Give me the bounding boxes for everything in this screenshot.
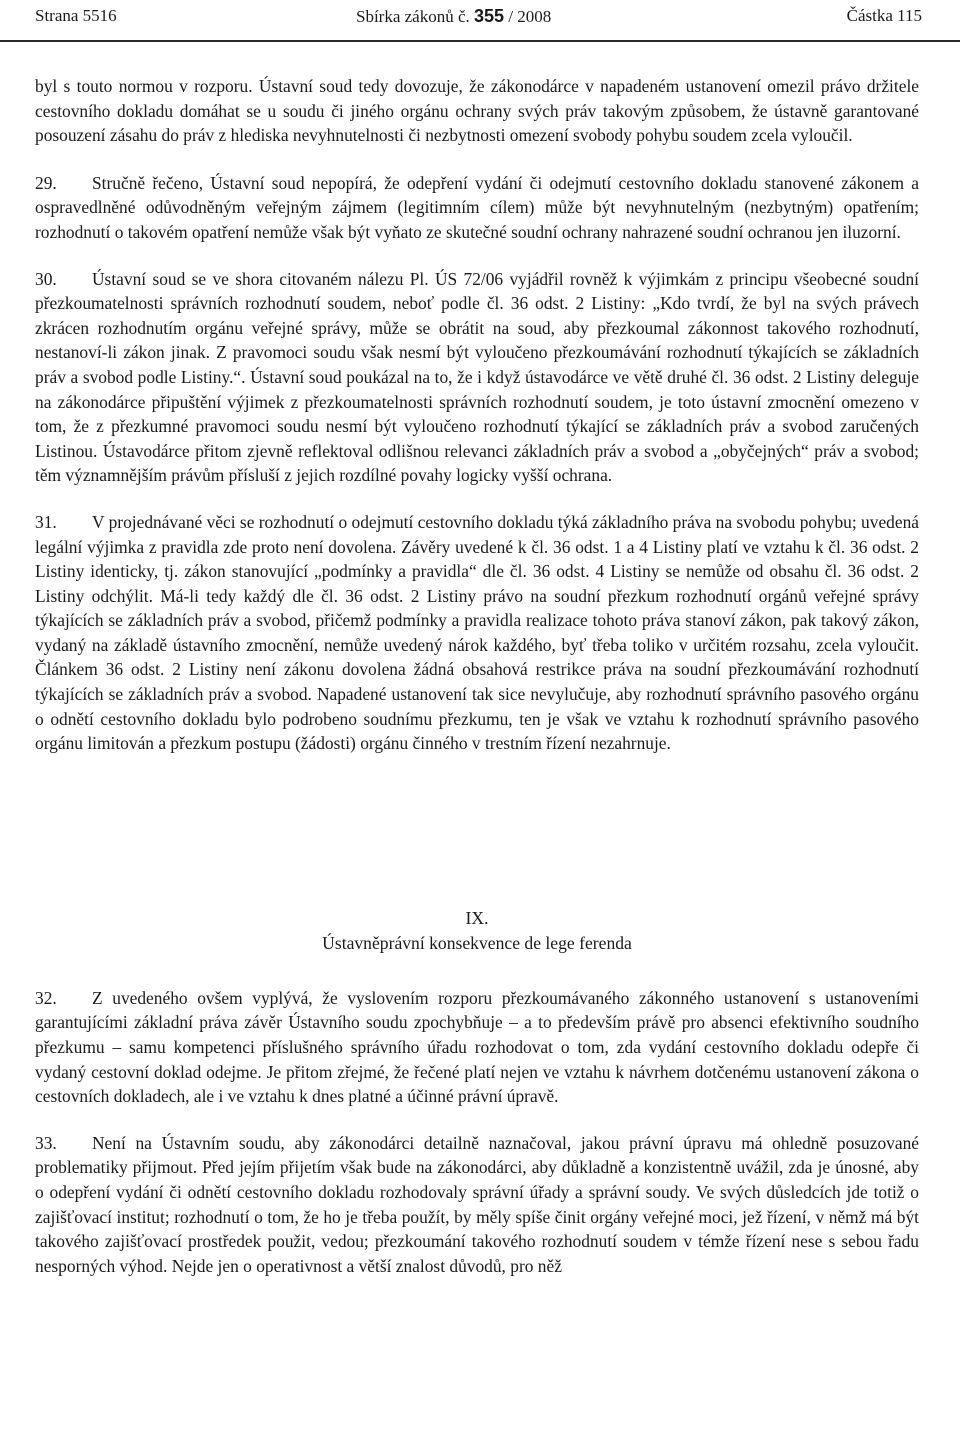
paragraph-number: 33. (35, 1132, 57, 1153)
paragraph-text: byl s touto normou v rozporu. Ústavní soud tedy dovozuje, že zákonodárce v napadeném ustanovení omezil právo držitele cestovního dokladu domáhat se u soudu či jiného orgánu ochrany svých práv takovým způsobem, že ústavně garantované posouzení zásahu do práv z hlediska nevyhnutelnosti či nezbytnosti omezení svobody pohybu soudem zcela vyloučil. (35, 76, 919, 146)
paragraph-text: Z uvedeného ovšem vyplývá, že vyslovením rozporu přezkoumávaného zákonného ustanovení s ustanoveními garantujícími základní práva závěr Ústavního soudu zpochybňuje – a to především právě pro absenci efektivního soudního přezkumu – samu kompetenci příslušného správního úřadu rozhodovat o tom, zda vydání cestovního dokladu odepře či vydaný cestovní doklad odejme. Je přitom zřejmé, že řečené platí nejen ve vztahu k návrhem dotčenému ustanovení zákona o cestovních dokladech, ale i ve vztahu k dnes platné a účinné právní úpravě. (35, 987, 919, 1107)
collection-suffix: / 2008 (504, 7, 552, 26)
paragraph-number: 30. (35, 268, 57, 289)
paragraph-30 (35, 267, 919, 488)
section-title: Ústavněprávní konsekvence de lege ferenda (322, 932, 632, 953)
part-number: Částka 115 (846, 6, 922, 25)
paragraph-29 (35, 171, 919, 245)
section-heading (35, 906, 919, 956)
paragraph-31 (35, 510, 919, 756)
paragraph-text: V projednávané věci se rozhodnutí o odejmutí cestovního dokladu týká základního práva na svobodu pohybu; uvedená legální výjimka z pravidla zde proto není dovolena. Závěry uvedené k čl. 36 odst. 1 a 4 Listiny platí ve vztahu k čl. 36 odst. 2 Listiny identicky, tj. zákon stanovující „podmínky a pravidla“ dle čl. 36 odst. 4 Listiny se nemůže od obsahu čl. 36 odst. 2 Listiny odchýlit. Má-li tedy každý dle čl. 36 odst. 2 Listiny právo na soudní přezkum rozhodnutí orgánů veřejné správy týkajících se základních práv a svobod, přičemž podmínky a pravidla realizace tohoto práva stanoví zákon, pak takový zákon, vydaný na základě ústavního zmocnění, nemůže uvedený nárok každého, byť třeba toliko v určitém rozsahu, zcela vyloučit. Článkem 36 odst. 2 Listiny není zákonu dovolena žádná obsahová restrikce práva na soudní přezkoumávání rozhodnutí týkajících se základních práv a svobod. Napadené ustanovení tak sice nevylučuje, aby rozhodnutí správního pasového orgánu o odnětí cestovního dokladu bylo podrobeno soudnímu přezkumu, ten je však ve vztahu k rozhodnutí správního pasového orgánu limitován a přezkum postupu (žádosti) orgánu činného v trestním řízení nezahrnuje. (35, 511, 919, 754)
collection-reference (356, 6, 551, 27)
paragraph-32 (35, 986, 919, 1109)
paragraph-text: Ústavní soud se ve shora citovaném nálezu Pl. ÚS 72/06 vyjádřil rovněž k výjimkám z principu všeobecné soudní přezkoumatelnosti správních rozhodnutí soudem, neboť podle čl. 36 odst. 2 Listiny: „Kdo tvrdí, že byl na svých právech zkrácen rozhodnutím orgánu veřejné správy, může se obrátit na soud, aby přezkoumal zákonnost takového rozhodnutí, nestanoví-li zákon jinak. Z pravomoci soudu však nesmí být vyloučeno přezkoumávání rozhodnutí týkajících se základních práv a svobod podle Listiny.“. Ústavní soud poukázal na to, že i když ústavodárce ve větě druhé čl. 36 odst. 2 Listiny deleguje na zákonodárce připuštění výjimek z přezkoumatelnosti správních rozhodnutí soudem, je toto ústavní zmocnění omezeno v tom, že z přezkumné pravomoci soudu nesmí být vyloučeno rozhodnutí týkající se základních práv a svobod zaručených Listinou. Ústavodárce přitom zjevně reflektoval odlišnou relevanci základních práv a svobod a „obyčejných“ práv a svobod; těm významnějším právům přísluší z jejich rozdílné povahy logicky vyšší ochrana. (35, 268, 919, 486)
section-numeral: IX. (465, 907, 489, 928)
paragraph-text: Stručně řečeno, Ústavní soud nepopírá, že odepření vydání či odejmutí cestovního dokladu stanovené zákonem a ospravedlněné odůvodněným veřejným zájmem (legitimním cílem) může být nevyhnutelným (nezbytným) opatřením; rozhodnutí o takovém opatření nemůže však být vyňato ze skutečné soudní ochrany nahrazené soudní ochranou jen iluzorní. (35, 172, 919, 242)
paragraph-33 (35, 1131, 919, 1279)
collection-prefix: Sbírka zákonů č. (356, 7, 470, 26)
paragraph-number: 32. (35, 987, 57, 1008)
paragraph-text: Není na Ústavním soudu, aby zákonodárci detailně naznačoval, jakou právní úpravu má ohledně posuzované problematiky přijmout. Před jejím přijetím však bude na zákonodárci, aby důkladně a konzistentně uvážil, zda je únosné, aby o odepření vydání či odnětí cestovního dokladu rozhodovaly správní úřady a správní soudy. Ve svých důsledcích jde totiž o zajišťovací institut; rozhodnutí o tom, že ho je třeba použít, by měly spíše činit orgány veřejné moci, jež řízení, v němž má být takového zajišťovací prostředek použit, vedou; přezkoumání takového rozhodnutí soudem v témže řízení nese s sebou řadu nesporných výhod. Nejde jen o operativnost a větší znalost důvodů, pro něž (35, 1132, 919, 1276)
page-number: Strana 5516 (35, 6, 117, 25)
page-body (35, 74, 919, 1300)
collection-number: 355 (474, 6, 505, 26)
paragraph-number: 29. (35, 172, 57, 193)
paragraph-continued (35, 74, 919, 148)
paragraph-number: 31. (35, 511, 57, 532)
page-header (0, 0, 960, 42)
